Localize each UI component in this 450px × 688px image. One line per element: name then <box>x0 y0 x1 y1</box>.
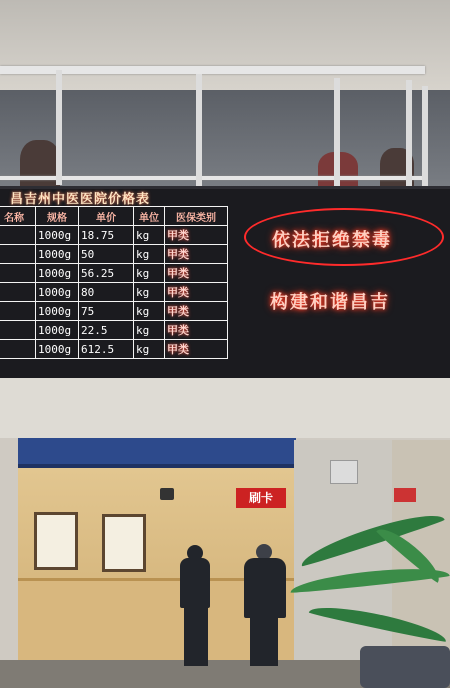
wall-box <box>330 460 358 484</box>
board-title: 昌吉州中医医院价格表 <box>10 192 151 207</box>
cell-name <box>0 283 36 302</box>
ceiling <box>0 0 450 90</box>
railing-post <box>56 70 62 185</box>
cell-spec: 1000g <box>36 340 79 359</box>
cell-category: 甲类 <box>165 245 228 264</box>
column-header: 单价 <box>79 207 134 226</box>
cell-price: 56.25 <box>79 264 134 283</box>
highlight-ellipse <box>244 208 444 266</box>
cell-name <box>0 340 36 359</box>
table-row <box>0 302 228 321</box>
cell-spec: 1000g <box>36 283 79 302</box>
cell-price: 18.75 <box>79 226 134 245</box>
person-body <box>180 558 210 608</box>
cell-name <box>0 245 36 264</box>
framed-notice <box>34 512 78 570</box>
railing-post <box>196 74 202 186</box>
cell-price: 80 <box>79 283 134 302</box>
framed-notice <box>102 514 146 572</box>
table-row <box>0 226 228 245</box>
cell-category: 甲类 <box>165 283 228 302</box>
cell-unit: kg <box>134 264 165 283</box>
slogan-drug-refusal: 依法拒绝禁毒 <box>272 230 392 251</box>
cell-unit: kg <box>134 283 165 302</box>
person-body <box>244 558 286 618</box>
column-header: 规格 <box>36 207 79 226</box>
cell-category: 甲类 <box>165 264 228 283</box>
cell-name <box>0 302 36 321</box>
cell-unit: kg <box>134 245 165 264</box>
cell-unit: kg <box>134 302 165 321</box>
table-row <box>0 283 228 302</box>
cell-spec: 1000g <box>36 321 79 340</box>
cell-unit: kg <box>134 226 165 245</box>
camera-icon <box>160 488 174 500</box>
cell-category: 甲类 <box>165 321 228 340</box>
red-sign <box>394 488 416 502</box>
price-table <box>0 206 228 359</box>
cell-price: 22.5 <box>79 321 134 340</box>
cell-name <box>0 264 36 283</box>
column-header: 名称 <box>0 207 36 226</box>
cell-category: 甲类 <box>165 340 228 359</box>
column-header: 单位 <box>134 207 165 226</box>
blue-beam <box>18 438 296 468</box>
cell-unit: kg <box>134 321 165 340</box>
cell-name <box>0 321 36 340</box>
cell-category: 甲类 <box>165 226 228 245</box>
column-header: 医保类别 <box>165 207 228 226</box>
person-legs <box>250 616 278 666</box>
railing-post <box>422 86 428 186</box>
waiting-chairs <box>360 646 450 688</box>
railing-post <box>334 78 340 186</box>
cell-spec: 1000g <box>36 302 79 321</box>
railing-post <box>406 80 412 186</box>
glass-railing-bottom <box>0 176 425 180</box>
cell-spec: 1000g <box>36 264 79 283</box>
table-row <box>0 321 228 340</box>
slogan-harmony: 构建和谐昌吉 <box>270 292 390 313</box>
cell-unit: kg <box>134 340 165 359</box>
cell-price: 75 <box>79 302 134 321</box>
table-row <box>0 245 228 264</box>
person-legs <box>184 606 208 666</box>
cell-price: 50 <box>79 245 134 264</box>
cell-spec: 1000g <box>36 245 79 264</box>
wall-below-board <box>0 378 450 438</box>
table-row <box>0 264 228 283</box>
glass-railing-top <box>0 66 425 74</box>
card-swipe-sign: 刷卡 <box>236 488 286 508</box>
person-upstairs <box>20 140 60 188</box>
table-header-row <box>0 207 228 226</box>
cell-spec: 1000g <box>36 226 79 245</box>
cell-category: 甲类 <box>165 302 228 321</box>
cell-price: 612.5 <box>79 340 134 359</box>
table-row <box>0 340 228 359</box>
cell-name <box>0 226 36 245</box>
